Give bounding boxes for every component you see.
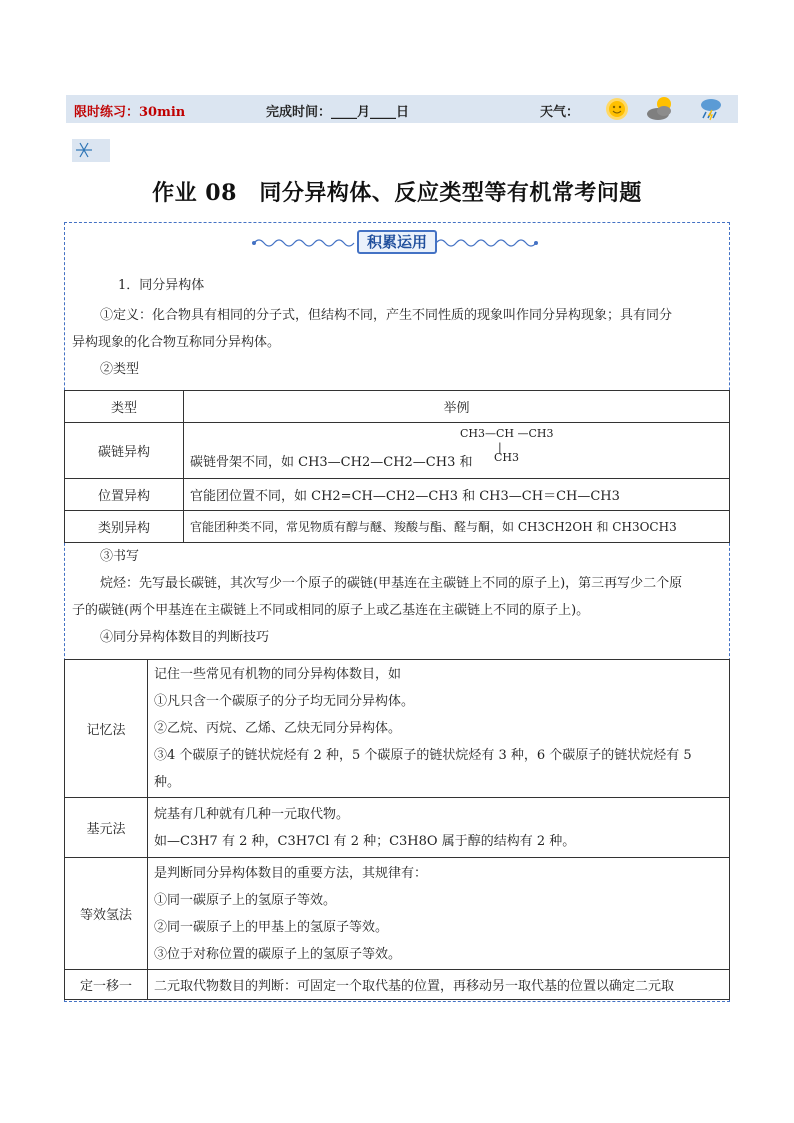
header-band: [66, 95, 738, 123]
row-example-chain: [184, 423, 730, 479]
memory-line: 种。: [154, 775, 181, 790]
methods-table: [64, 659, 730, 1000]
branch-bond: |: [498, 441, 502, 454]
branched-structure-bottom: CH3: [494, 451, 520, 464]
row-type-position: 位置异构: [65, 479, 184, 511]
writing-line-2: 子的碳链(两个甲基连在主碳链上不同或相同的原子上或乙基连在主碳链上不同的原子上)。: [72, 603, 590, 618]
types-table: [64, 390, 730, 543]
storm-icon: [698, 95, 724, 123]
writing-line-1: 烷烃：先写最长碳链，其次写少一个原子的碳链(甲基连在主碳链上不同的原子上)，第三再写少二个原: [100, 576, 683, 591]
finish-time: 完成时间：____月____日: [266, 105, 410, 120]
chain-example-text: 碳链骨架不同，如 CH3—CH2—CH2—CH3 和: [190, 455, 473, 470]
method-memory: 记忆法: [65, 660, 148, 798]
equiv-line: ③位于对称位置的碳原子上的氢原子等效。: [154, 946, 402, 962]
method-fix-move-detail: 二元取代物数目的判断：可固定一个取代基的位置，再移动另一取代基的位置以确定二元取: [148, 970, 730, 1000]
method-fix-move: 定一移一: [65, 970, 148, 1000]
definition-line-1: ①定义：化合物具有相同的分子式，但结构不同，产生不同性质的现象叫作同分异构现象；具有同分: [100, 308, 673, 323]
equiv-line: ①同一碳原子上的氢原子等效。: [154, 892, 337, 908]
snowflake-box: [72, 139, 110, 162]
method-memory-detail: [148, 660, 730, 798]
count-heading: ④同分异构体数目的判断技巧: [100, 630, 270, 645]
radical-line: 烷基有几种就有几种一元取代物。: [154, 806, 350, 822]
equiv-line: ②同一碳原子上的甲基上的氢原子等效。: [154, 919, 389, 935]
memory-line: ①凡只含一个碳原子的分子均无同分异构体。: [154, 694, 415, 709]
banner-title: 积累运用: [357, 230, 437, 254]
radical-line: 如—C3H7 有 2 种，C3H7Cl 有 2 种；C3H8O 属于醇的结构有 2 种。: [154, 833, 576, 849]
snowflake-icon: [72, 139, 110, 162]
table-header-example: 举例: [184, 391, 730, 423]
partly-cloudy-icon: [644, 95, 676, 123]
method-radical-detail: [148, 798, 730, 858]
writing-heading: ③书写: [100, 549, 140, 564]
row-example-class: 官能团种类不同，常见物质有醇与醚、羧酸与酯、醛与酮，如 CH3CH2OH 和 CH3OCH3: [184, 511, 730, 543]
table-header-type: 类型: [65, 391, 184, 423]
memory-line: ③4 个碳原子的链状烷烃有 2 种，5 个碳原子的链状烷烃有 3 种，6 个碳原子的链状烷烃有 5: [154, 748, 692, 763]
method-equivalent-h-detail: [148, 858, 730, 970]
method-radical: 基元法: [65, 798, 148, 858]
method-equivalent-h: 等效氢法: [65, 858, 148, 970]
types-heading: ②类型: [100, 362, 140, 377]
time-limit: 限时练习：30min: [74, 105, 186, 120]
row-type-class: 类别异构: [65, 511, 184, 543]
memory-line: 记住一些常见有机物的同分异构体数目，如: [154, 667, 402, 682]
branched-structure-top: CH3—CH —CH3: [460, 427, 554, 440]
page-title: 作业 08 同分异构体、反应类型等有机常考问题: [152, 180, 642, 206]
memory-line: ②乙烷、丙烷、乙烯、乙炔无同分异构体。: [154, 721, 402, 736]
row-type-chain: 碳链异构: [65, 423, 184, 479]
section-heading: 1．同分异构体: [118, 278, 205, 293]
definition-line-2: 异构现象的化合物互称同分异构体。: [72, 335, 281, 350]
weather-label: 天气：: [540, 105, 580, 120]
row-example-position: 官能团位置不同，如 CH2=CH—CH2—CH3 和 CH3—CH＝CH—CH3: [184, 479, 730, 511]
equiv-line: 是判断同分异构体数目的重要方法，其规律有：: [154, 865, 428, 881]
section-banner: [250, 228, 540, 258]
sun-icon: [604, 95, 630, 123]
